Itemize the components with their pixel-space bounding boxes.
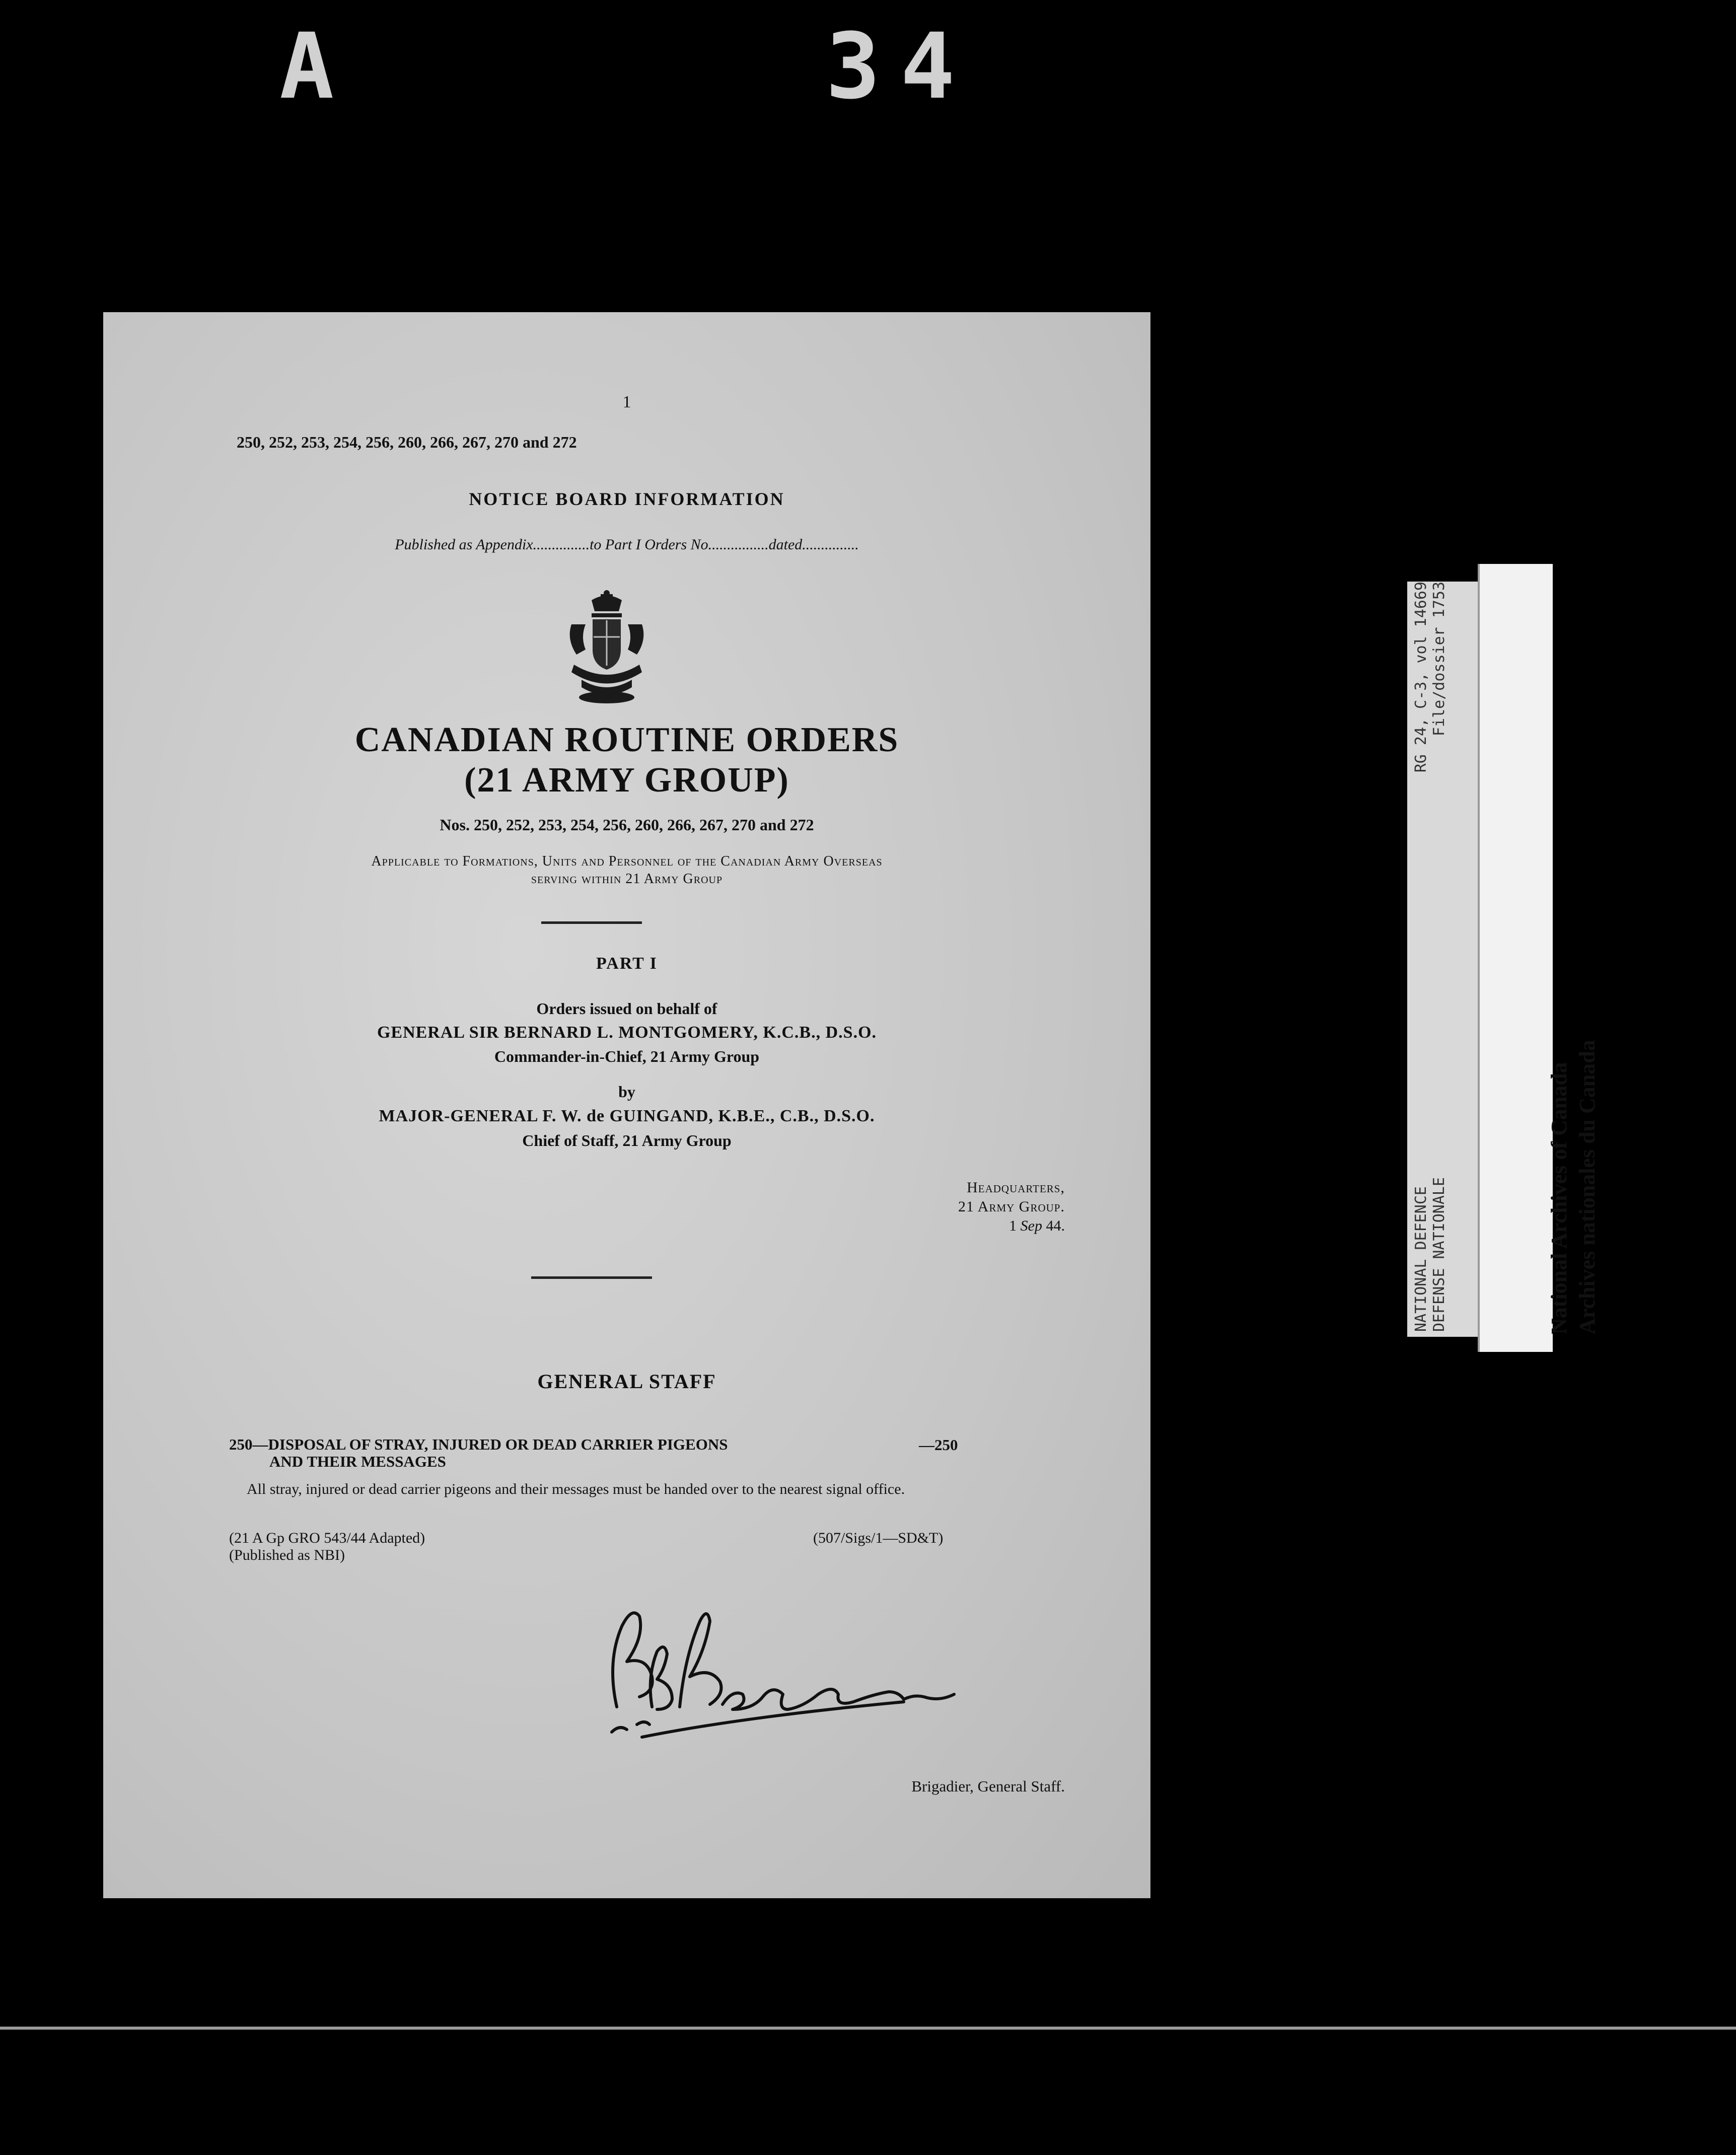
film-edge-line: [0, 2027, 1736, 2030]
order-numbers-line: Nos. 250, 252, 253, 254, 256, 260, 266, 267, 270 and 272: [440, 816, 814, 834]
order-number-right: —250: [919, 1436, 958, 1454]
orders-issued-text: Orders issued on behalf of: [536, 999, 717, 1018]
handwritten-signature: [597, 1581, 1060, 1742]
date-line: [798, 1216, 1065, 1236]
chief-of-staff-title: Chief of Staff, 21 Army Group: [522, 1131, 732, 1150]
applicability-line-2: serving within 21 Army Group: [531, 871, 723, 887]
commander-name: GENERAL SIR BERNARD L. MONTGOMERY, K.C.B., D.S.O.: [377, 1023, 877, 1042]
notice-board-title: NOTICE BOARD INFORMATION: [469, 489, 785, 509]
order-source: (21 A Gp GRO 543/44 Adapted): [229, 1530, 425, 1546]
order-title-line-2: AND THEIR MESSAGES: [269, 1453, 446, 1470]
date-month: Sep: [1020, 1217, 1042, 1234]
stamp-record-group: RG 24, C-3, vol 14669: [1412, 582, 1430, 773]
part-title: PART I: [596, 954, 658, 973]
archive-stamp-text: [1412, 582, 1449, 1332]
headquarters-line: Headquarters,: [967, 1179, 1065, 1196]
applicability-line-1: Applicable to Formations, Units and Personnel of the Canadian Army Overseas: [371, 853, 883, 869]
signatory-title: Brigadier, General Staff.: [911, 1777, 1065, 1795]
archive-label: [1478, 564, 1600, 1352]
date-day: 1: [1009, 1217, 1017, 1234]
page-number: 1: [622, 393, 631, 411]
order-file-reference: (507/Sigs/1—SD&T): [813, 1530, 944, 1546]
order-publication-note: (Published as NBI): [229, 1547, 345, 1563]
published-line: Published as Appendix...............to Part I Orders No................dated...............: [395, 536, 859, 553]
coat-of-arms-icon: [556, 589, 657, 710]
frame-marker-letter: A: [279, 14, 354, 119]
main-subtitle: (21 ARMY GROUP): [464, 761, 789, 800]
stamp-department-en: NATIONAL DEFENCE: [1412, 1186, 1430, 1332]
frame-marker-number: 34: [826, 14, 975, 119]
archive-stamp: [1407, 582, 1483, 1337]
archive-name-en: National Archives of Canada: [1547, 1062, 1571, 1334]
army-group-line: 21 Army Group.: [958, 1198, 1065, 1215]
commander-title: Commander-in-Chief, 21 Army Group: [494, 1047, 760, 1065]
headquarters-block: [798, 1178, 1065, 1236]
archive-label-text: [1545, 579, 1602, 1334]
by-text: by: [618, 1083, 635, 1101]
divider-rule: [531, 1276, 652, 1279]
main-title: CANADIAN ROUTINE ORDERS: [354, 721, 899, 759]
date-year: 44.: [1046, 1217, 1065, 1234]
stamp-department-fr: DEFENSE NATIONALE: [1430, 1177, 1448, 1332]
archive-name-fr: Archives nationales du Canada: [1575, 1040, 1600, 1334]
section-heading: GENERAL STAFF: [537, 1370, 716, 1393]
stamp-file-number: File/dossier 1753: [1430, 582, 1448, 737]
chief-of-staff-name: MAJOR-GENERAL F. W. de GUINGAND, K.B.E., C.B., D.S.O.: [379, 1107, 875, 1125]
divider-rule: [541, 921, 642, 924]
order-title: [229, 1436, 728, 1470]
document-page: [103, 312, 1150, 1898]
order-numbers-header: 250, 252, 253, 254, 256, 260, 266, 267, 270 and 272: [237, 433, 577, 451]
order-title-line-1: 250—DISPOSAL OF STRAY, INJURED OR DEAD CARRIER PIGEONS: [229, 1435, 728, 1453]
order-body: All stray, injured or dead carrier pigeons and their messages must be handed over to the nearest signal office.: [247, 1481, 905, 1497]
